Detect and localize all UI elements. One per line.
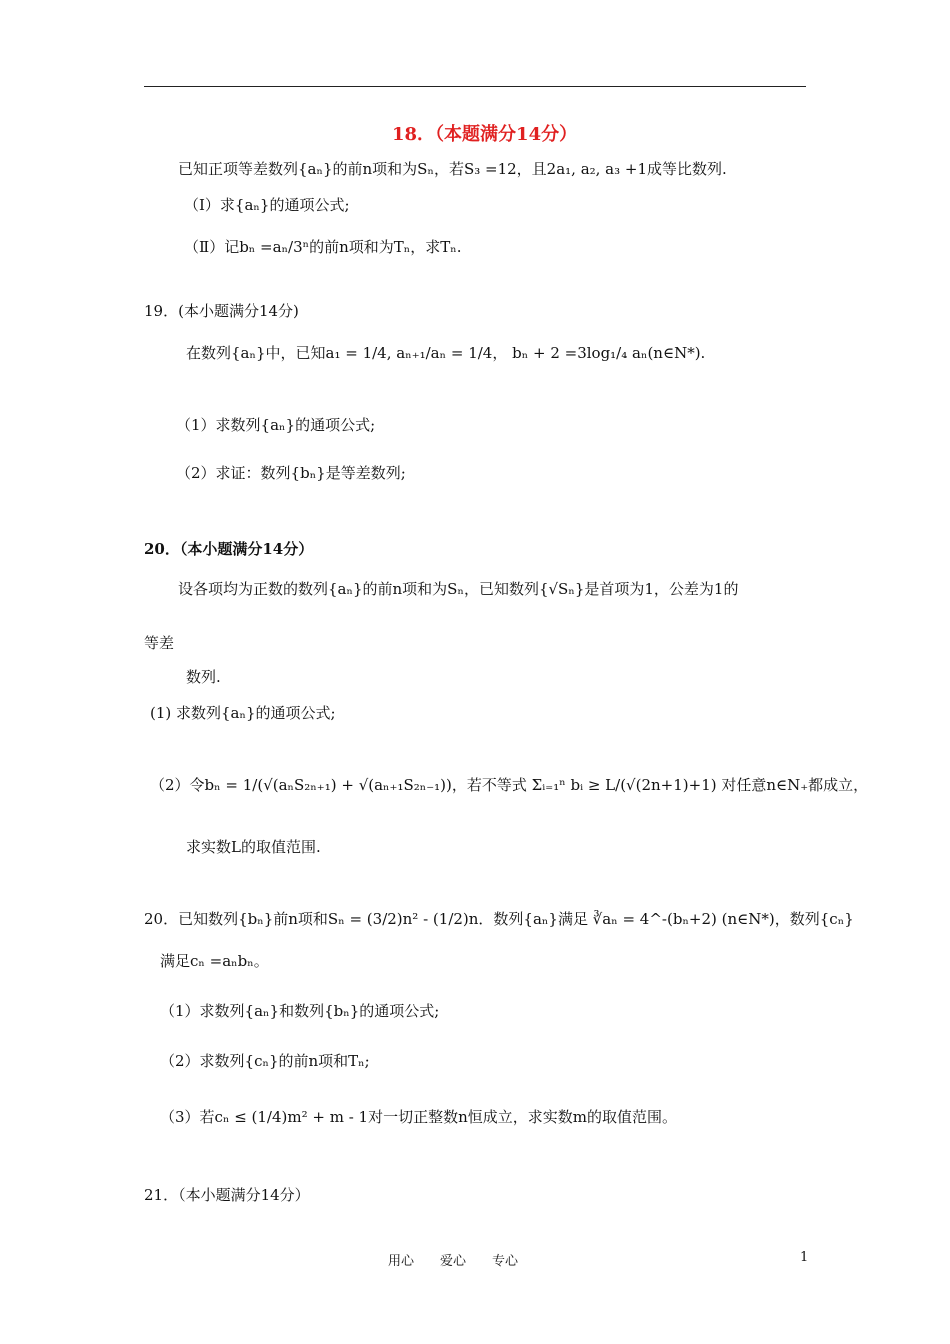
problem-20b-question-2: （2）求数列{cₙ}的前n项和Tₙ; [160, 1052, 370, 1070]
problem-20a-question-2: （2）令bₙ = 1/(√(aₙS₂ₙ₊₁) + √(aₙ₊₁S₂ₙ₋₁))，若不等式 Σᵢ₌₁ⁿ bᵢ ≥ L/(√(2n+1)+1) 对任意n∈N₊都成立， [150, 776, 869, 794]
problem-20a-stem-3: 数列. [186, 668, 221, 686]
problem-20b-stem-2: 满足cₙ =aₙbₙ。 [160, 952, 269, 970]
problem-19-stem: 在数列{aₙ}中，已知a₁ = 1/4, aₙ₊₁/aₙ = 1/4， bₙ + 2 =3log₁/₄ aₙ(n∈N*). [186, 344, 706, 362]
page-number: 1 [800, 1250, 809, 1265]
problem-19-question-1: （1）求数列{aₙ}的通项公式; [176, 416, 376, 434]
problem-18-question-2: （Ⅱ）记bₙ =aₙ/3ⁿ的前n项和为Tₙ，求Tₙ. [184, 238, 462, 256]
problem-20b-stem-1: 20．已知数列{bₙ}前n项和Sₙ = (3/2)n² - (1/2)n．数列{aₙ}满足 ∛aₙ = 4^-(bₙ+2) (n∈N*)，数列{cₙ} [144, 910, 854, 928]
problem-20a-stem-2: 等差 [144, 634, 175, 652]
problem-19-title: 19．(本小题满分14分) [144, 302, 299, 320]
footer-text: 用心 爱心 专心 [388, 1254, 519, 1269]
problem-21-title: 21．（本小题满分14分） [144, 1186, 310, 1204]
problem-20a-question-1: (1) 求数列{aₙ}的通项公式; [150, 704, 336, 722]
problem-20b-question-3: （3）若cₙ ≤ (1/4)m² + m - 1对一切正整数n恒成立，求实数m的取值范围。 [160, 1108, 677, 1126]
problem-20a-stem-1: 设各项均为正数的数列{aₙ}的前n项和为Sₙ，已知数列{√Sₙ}是首项为1，公差为1的 [178, 580, 739, 598]
problem-18-question-1: （Ⅰ）求{aₙ}的通项公式; [184, 196, 350, 214]
problem-20a-question-2-cont: 求实数L的取值范围. [186, 838, 321, 856]
problem-20a-title: 20．（本小题满分14分） [144, 540, 314, 558]
problem-18-title: 18．（本题满分14分） [392, 124, 578, 145]
problem-20b-question-1: （1）求数列{aₙ}和数列{bₙ}的通项公式; [160, 1002, 440, 1020]
problem-18-stem: 已知正项等差数列{aₙ}的前n项和为Sₙ，若S₃ =12，且2a₁, a₂, a₃ +1成等比数列. [178, 160, 727, 178]
header-rule [144, 86, 806, 87]
problem-19-question-2: （2）求证：数列{bₙ}是等差数列; [176, 464, 406, 482]
